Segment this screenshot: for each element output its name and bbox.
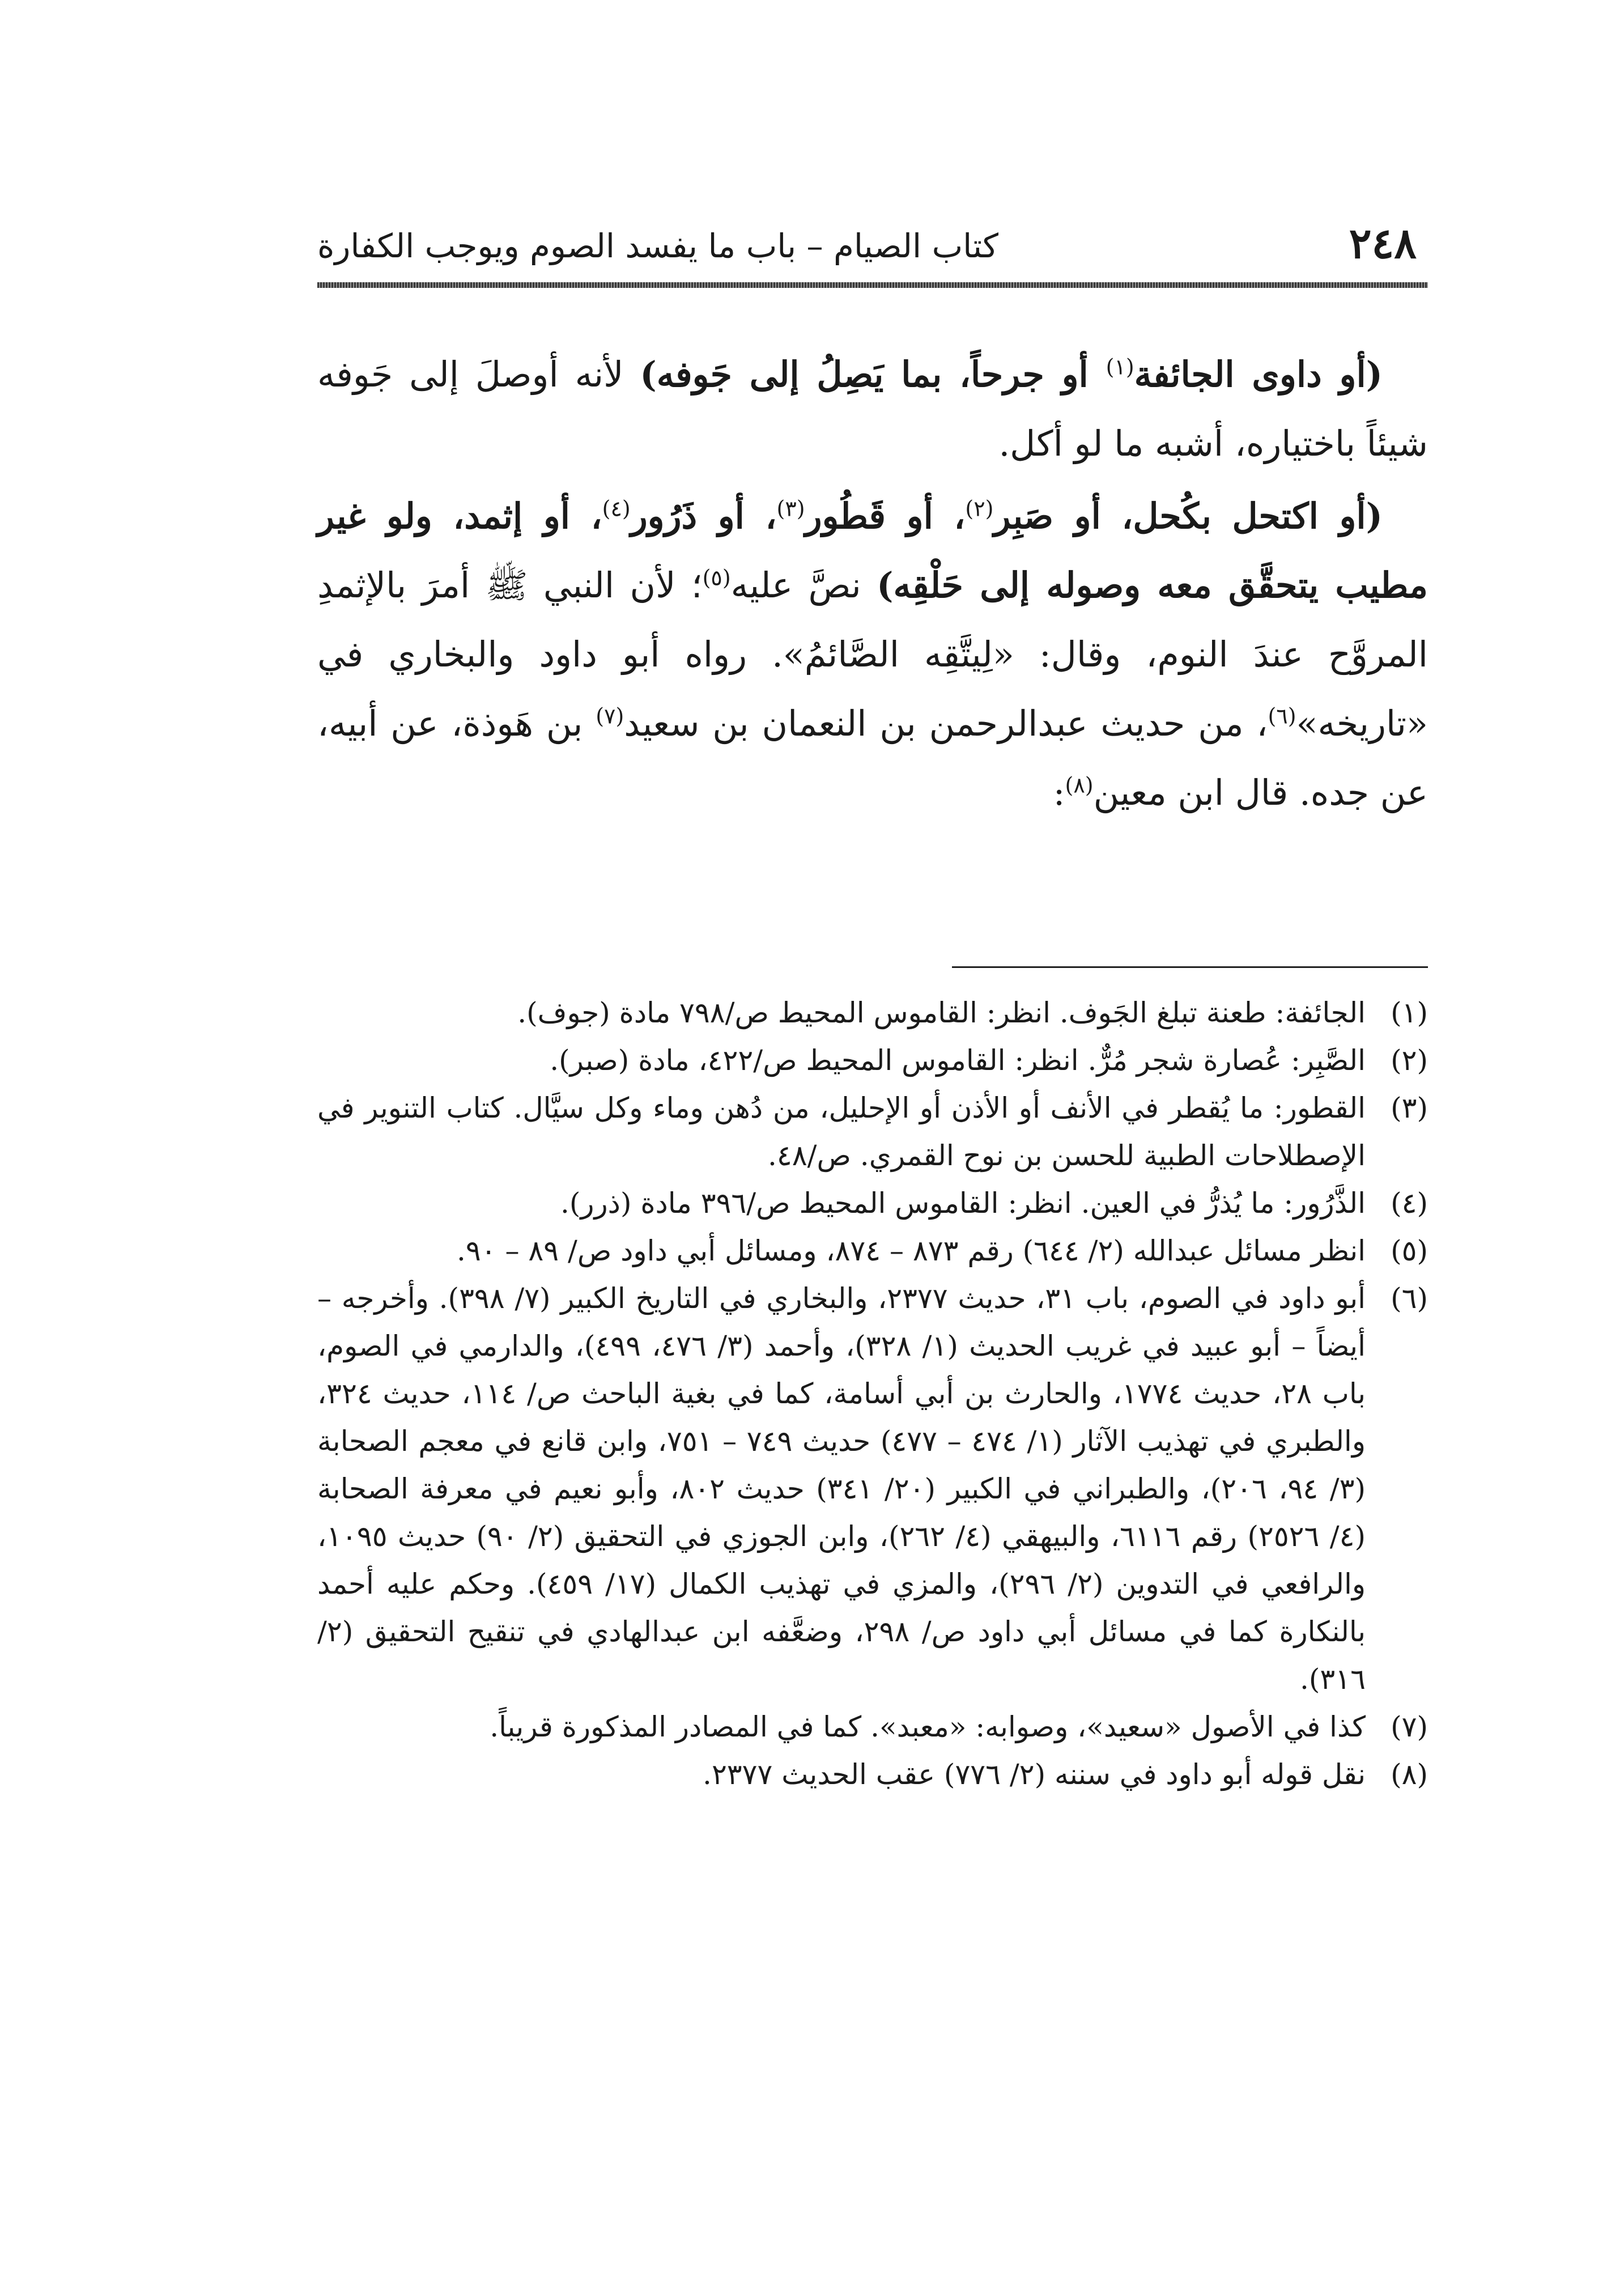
footnote <box>317 1084 1428 1179</box>
footnote-ref: (٨) <box>1065 772 1094 798</box>
running-title: كتاب الصيام – باب ما يفسد الصوم ويوجب الكفارة <box>317 227 998 265</box>
matn-text: أو جرحاً، بما يَصِلُ إلى جَوفه) <box>640 354 1106 395</box>
footnote-number: (٤) <box>1391 1187 1428 1220</box>
footnote-text: الجائفة: طعنة تبلغ الجَوف. انظر: القاموس المحيط ص/٧٩٨ مادة (جوف). <box>517 996 1366 1029</box>
matn-text: ، أو إثمد، ولو غير مطيب يتحقَّق معه وصوله إلى حَلْقِه) <box>317 495 1428 606</box>
footnote <box>317 1037 1428 1084</box>
footnote-text: انظر مسائل عبدالله (٢/ ٦٤٤) رقم ٨٧٣ – ٨٧٤، ومسائل أبي داود ص/ ٨٩ – ٩٠. <box>456 1234 1366 1267</box>
footnote-number: (٨) <box>1391 1758 1428 1791</box>
footnote-ref: (٦) <box>1268 703 1296 729</box>
footnote-ref: (٥) <box>702 565 731 591</box>
footnote-ref: (٧) <box>596 703 624 729</box>
commentary-text: ، من حديث عبدالرحمن بن النعمان بن سعيد <box>624 703 1268 744</box>
commentary-text: بن هَوذة، عن أبيه، عن جده. قال ابن معين <box>317 703 1428 813</box>
footnote-number: (١) <box>1391 996 1428 1029</box>
book-page <box>317 215 1428 2199</box>
footnote <box>317 989 1428 1037</box>
footnote <box>317 1179 1428 1227</box>
footnote-number: (٥) <box>1391 1234 1428 1267</box>
footnotes <box>317 989 1428 1798</box>
matn-text: ، أو قَطُور <box>805 495 966 537</box>
matn-text: (أو اكتحل بكُحل، أو صَبِر <box>993 495 1383 537</box>
footnote-number: (٦) <box>1391 1282 1428 1315</box>
commentary-text: ؛ لأن النبي ﷺ أمرَ بالإثمدِ المروَّح عندَ النوم، وقال: «لِيتَّقِه الصَّائمُ». رواه أبو داود والبخاري في «تاريخه» <box>317 564 1428 744</box>
footnote-number: (٢) <box>1391 1044 1428 1077</box>
paragraph-1 <box>317 340 1428 478</box>
footnote-number: (٣) <box>1391 1092 1428 1124</box>
footnote-ref: (١) <box>1106 354 1134 380</box>
footnote-ref: (٢) <box>965 496 994 521</box>
footnote-text: الصَّبِر: عُصارة شجر مُرٌّ. انظر: القاموس المحيط ص/٤٢٢، مادة (صبر). <box>550 1044 1366 1077</box>
footnote <box>317 1751 1428 1798</box>
footnote-text: كذا في الأصول «سعيد»، وصوابه: «معبد». كما في المصادر المذكورة قريباً. <box>490 1710 1366 1743</box>
commentary-text: نصَّ عليه <box>730 564 877 606</box>
footnote-number: (٧) <box>1391 1710 1428 1743</box>
footnote <box>317 1275 1428 1703</box>
page-header <box>317 215 1428 278</box>
footnote-ref: (٣) <box>776 496 805 521</box>
paragraph-2 <box>317 482 1428 827</box>
commentary-text: : <box>1053 772 1065 813</box>
matn-text: ، أو ذَرُور <box>630 495 777 537</box>
footnote <box>317 1227 1428 1275</box>
footnote-text: الذَّرُور: ما يُذرُّ في العين. انظر: القاموس المحيط ص/٣٩٦ مادة (ذرر). <box>560 1187 1366 1220</box>
footnote-text: القطور: ما يُقطر في الأنف أو الأذن أو الإحليل، من دُهن وماء وكل سيَّال. كتاب التنوير في الإصطلاحات الطبية للحسن بن نوح القمري. ص/٤٨. <box>317 1092 1366 1172</box>
matn-text: (أو داوى الجائفة <box>1134 354 1383 395</box>
footnote <box>317 1703 1428 1751</box>
footnote-ref: (٤) <box>602 496 631 521</box>
page-number: ٢٤٨ <box>1349 219 1417 268</box>
footnote-text: أبو داود في الصوم، باب ٣١، حديث ٢٣٧٧، والبخاري في التاريخ الكبير (٧/ ٣٩٨). وأخرجه – أيضاً – أبو عبيد في غريب الحديث (١/ ٣٢٨)، وأحمد (٣/ ٤٧٦، ٤٩٩)، والدارمي في الصوم، باب ٢٨، حديث ١٧٧٤، والحارث بن أبي أسامة، كما في بغية الباحث ص/ ١١٤، حديث ٣٢٤، والطبري في تهذيب الآثار (١/ ٤٧٤ – ٤٧٧) حديث ٧٤٩ – ٧٥١، وابن قانع في معجم الصحابة (٣/ ٩٤، ٢٠٦)، والطبراني في الكبير (٢٠/ ٣٤١) حديث ٨٠٢، وأبو نعيم في معرفة الصحابة (٤/ ٢٥٢٦) رقم ٦١١٦، والبيهقي (٤/ ٢٦٢)، وابن الجوزي في التحقيق (٢/ ٩٠) حديث ١٠٩٥، والرافعي في التدوين (٢/ ٢٩٦)، والمزي في تهذيب الكمال (١٧/ ٤٥٩). وحكم عليه أحمد بالنكارة كما في مسائل أبي داود ص/ ٢٩٨، وضعَّفه ابن عبدالهادي في تنقيح التحقيق (٢/ ٣١٦). <box>317 1282 1366 1696</box>
footnote-separator <box>952 966 1428 968</box>
footnote-text: نقل قوله أبو داود في سننه (٢/ ٧٧٦) عقب الحديث ٢٣٧٧. <box>703 1758 1366 1791</box>
header-rule <box>317 282 1428 288</box>
commentary-text: لأنه أوصلَ إلى جَوفه شيئاً باختياره، أشبه ما لو أكل. <box>317 354 1428 464</box>
main-text <box>317 340 1428 827</box>
